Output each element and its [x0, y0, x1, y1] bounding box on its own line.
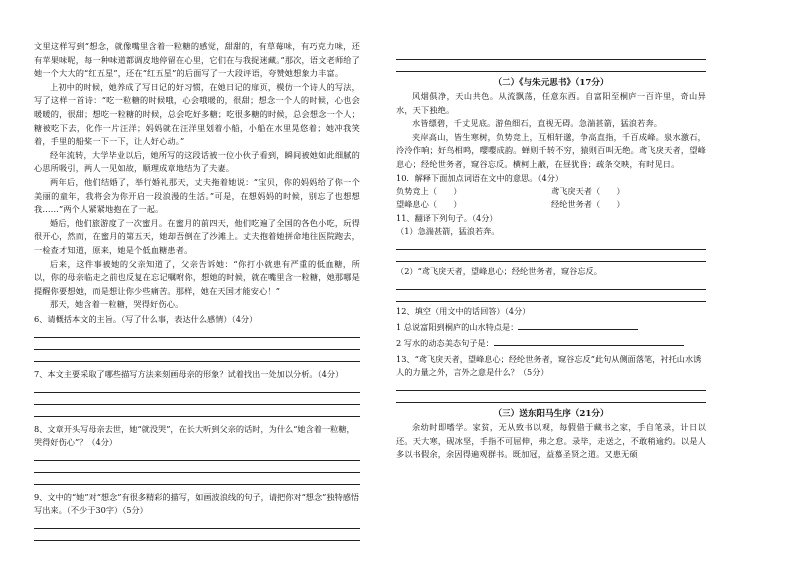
- answer-line[interactable]: [396, 62, 706, 72]
- question-12-2-text: 2 写水的动态美态句子是：: [396, 338, 494, 349]
- right-column: [396, 40, 706, 462]
- answer-line[interactable]: [396, 252, 706, 262]
- q10-item[interactable]: 负势竞上（ ）: [396, 185, 462, 196]
- answer-line[interactable]: [396, 50, 706, 60]
- answer-line[interactable]: [34, 383, 360, 393]
- question-9: 9、文中的“她”对“想念”有很多精彩的描写，如画波浪线的句子，请把你对“想念”独特感悟写出来。（不少于30字）（5分）: [34, 491, 360, 515]
- question-12-1: [396, 321, 706, 334]
- question-12-2: [396, 337, 706, 350]
- answer-line[interactable]: [34, 519, 360, 529]
- fill-blank[interactable]: [518, 329, 638, 330]
- answer-line[interactable]: [34, 451, 360, 461]
- question-8: 8、文章开头写母亲去世，她“就没哭”，在长大听到父亲的话时，为什么“她含着一粒糖，哭得好伤心”？（4分）: [34, 423, 355, 447]
- answer-line[interactable]: [34, 395, 360, 405]
- question-13: 13、“鸢飞戾天者，望峰息心；经纶世务者，窥谷忘反”此句从侧面落笔，衬托山水诱人的力量之外，言外之意是什么？（5分）: [396, 354, 702, 378]
- question-11-2: （2）“鸢飞戾天者，望峰息心；经纶世务者，窥谷忘反。: [396, 266, 602, 277]
- section-2-title: （二）《与朱元思书》（17分）: [493, 78, 609, 88]
- story-paragraph-2: 上初中的时候，她养成了写日记的好习惯，在她日记的扉页，模仿一个诗人的写法，写了这样一首诗：“吃一粒糖的时候哦，心会哦暖的，很甜；想念一个人的时候，心也会暖暖的，很甜；想吃一粒糖的时候，总会吃好多糖；吃很多糖的时候，总会想念一个人；糖被吃下去，化作一片汪洋；妈妈就在汪洋里划着小船，小船在水里晃悠着；她冲我笑着，手里的船桨一下一下，让人好心动。”: [34, 81, 360, 147]
- answer-line[interactable]: [396, 393, 706, 403]
- q10-row-1: [396, 185, 706, 199]
- fill-blank[interactable]: [494, 345, 684, 346]
- story-paragraph-4: 两年后，他们结婚了，举行婚礼那天，丈夫拖着她说：“宝贝，你的妈妈给了你一个美丽的童年，我将会为你开启一段浪漫的生活。”可是，在想妈妈的时候，别忘了也想想我……”两个人紧紧地抱在了一起。: [34, 176, 360, 215]
- story-paragraph-3: 经年流转，大学毕业以后，她所写的这段话被一位小伙子看到，瞬间被她如此细腻的心思所吸引，两人一见如故，顺理成章地结为了夫妻。: [34, 149, 360, 174]
- q10-item[interactable]: 望峰息心（ ）: [396, 199, 462, 210]
- answer-line[interactable]: [34, 328, 360, 338]
- question-12: 12、填空（用文中的话回答）（4分）: [396, 306, 531, 317]
- story-paragraph-5: 婚后，他们旅游度了一次蜜月。在蜜月的前四天，他们吃遍了全国的各色小吃，玩得很开心，然而，在蜜月的第五天，她却吾倒在了沙滩上。丈夫抱着她拼命地往医院跑去，一检查才知道，原来，她是个低血糖患者。: [34, 217, 360, 255]
- q10-item[interactable]: 鸢飞戾天者（ ）: [551, 185, 625, 196]
- story-paragraph-1: 文里这样写到“想念，就像嘴里含着一粒糖的感觉，甜甜的，有草莓味，有巧克力味，还有苹果味呢，每一种味道都调皮地停留在心里，它们在与我捉迷藏。”那次，语文老师给了她一个大大的“红五星”，还在“红五星”的后面写了一大段评语，夸赞她想象力丰富。: [34, 41, 360, 79]
- q10-row-2: [396, 198, 706, 212]
- q10-item[interactable]: 经纶世务者（ ）: [551, 199, 625, 210]
- answer-line[interactable]: [396, 292, 706, 302]
- answer-line[interactable]: [34, 475, 360, 485]
- classical-paragraph-3: 夹岸高山，皆生寒树，负势竞上，互相轩邈，争高直指，千百成峰。泉水激石，泠泠作响；好鸟相鸣，嘤嘤成韵。蝉则千转不穷，猿则百叫无绝。鸢飞戾天者，望峰息心；经纶世务者，窥谷忘反。横柯上蔽，在昼犹昏；疏条交映，有时见日。: [396, 131, 706, 169]
- classical-paragraph-4: 余幼时即嗜学。家贫，无从致书以观，每假借于藏书之家，手自笔录，计日以还。天大寒，砚冰坚，手指不可屈伸，弗之怠。录毕，走送之，不敢稍逾约。以是人多以书假余，余因得遍观群书。既加冠，益慕圣贤之道。又患无硕: [396, 422, 706, 460]
- question-12-1-text: 1 总说富阳到桐庐的山水特点是：: [396, 322, 519, 333]
- answer-line[interactable]: [396, 240, 706, 250]
- story-paragraph-6: 后来，这件事被她的父亲知道了，父亲告诉她：“你打小就患有严重的低血糖，所以，你的母亲临走之前也反复在忘记嘱咐你，想她的时候，就在嘴里含一粒糖，她那哪是提醒你要想她，而是想让你少些痛苦。那样，她在天国才能安心！”: [34, 258, 360, 296]
- answer-line[interactable]: [34, 407, 360, 417]
- question-7: 7、本文主要采取了哪些描写方法来刻画母亲的形象？试着找出一处加以分析。（4分）: [34, 368, 344, 379]
- section-3-title: （三）送东阳马生序（21分）: [493, 409, 609, 420]
- question-10: 10．解释下面加点词语在文中的意思。（4分）: [396, 172, 564, 183]
- answer-line[interactable]: [34, 352, 360, 362]
- question-11-1: （1）急湍甚箭，猛浪若奔。: [396, 226, 500, 237]
- answer-line[interactable]: [34, 340, 360, 350]
- answer-line[interactable]: [396, 381, 706, 391]
- answer-line[interactable]: [34, 463, 360, 473]
- answer-line[interactable]: [396, 280, 706, 290]
- story-paragraph-7: 那天，她含着一粒糖，哭得好伤心。: [50, 299, 184, 310]
- classical-paragraph-1: 风烟俱净，天山共色。从流飘荡，任意东西。自富阳至桐庐一百许里，奇山异水，天下独绝。: [396, 91, 706, 115]
- classical-paragraph-2: 水皆缥碧，千丈见底。游鱼细石，直视无碍。急湍甚箭，猛浪若奔。: [412, 118, 663, 129]
- left-column: [34, 40, 360, 541]
- question-11: 11、翻译下列句子。（4分）: [396, 213, 498, 224]
- answer-line[interactable]: [34, 531, 360, 541]
- question-6: 6、请概括本文的主旨。（写了什么事，表达什么感情）（4分）: [34, 313, 258, 324]
